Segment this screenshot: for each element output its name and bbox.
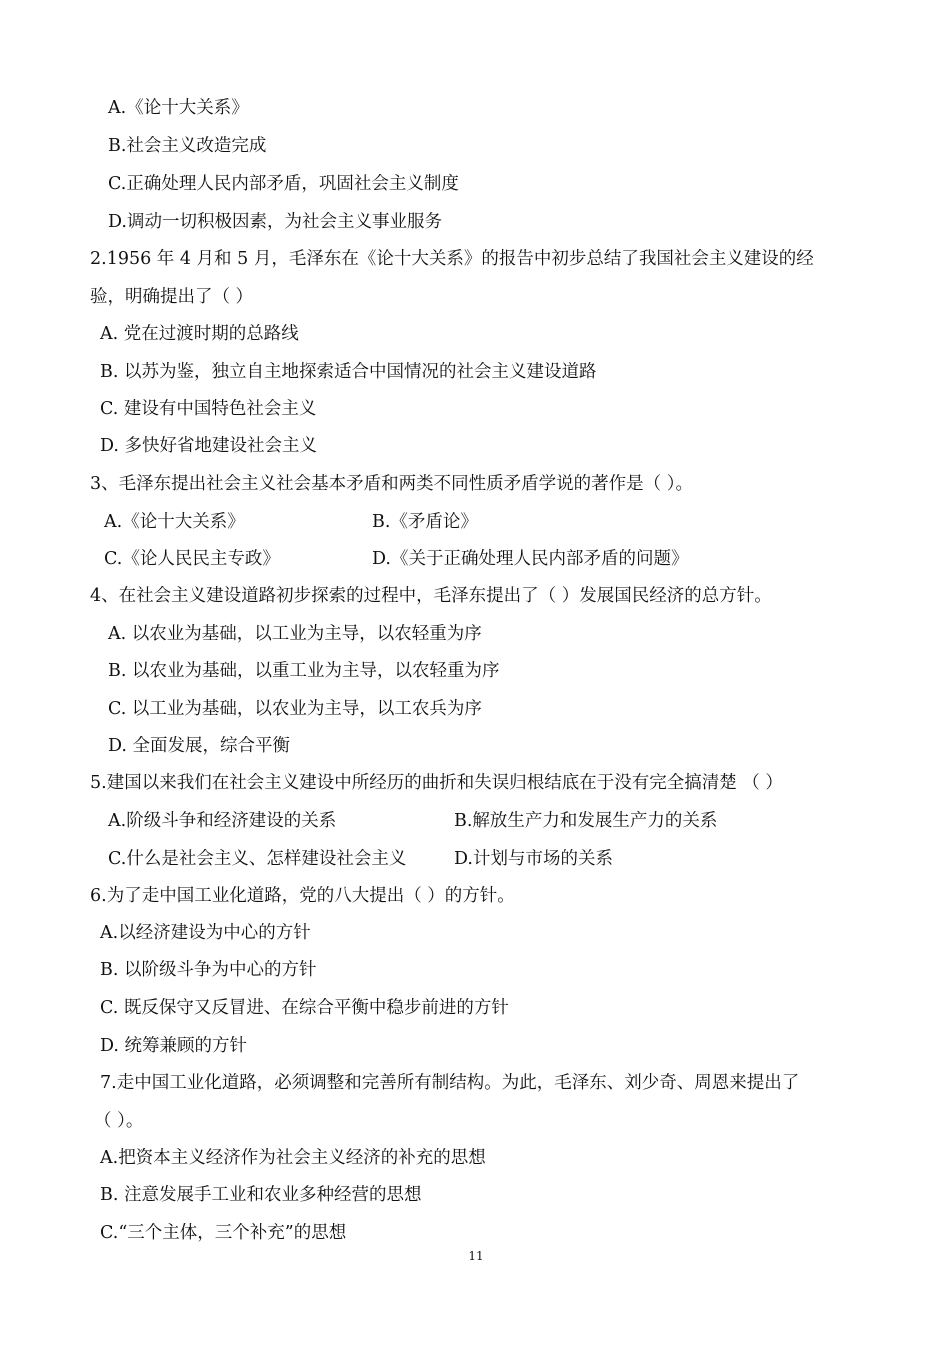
option-line: D. 统筹兼顾的方针	[100, 1036, 248, 1056]
question-line: 4、在社会主义建设道路初步探索的过程中，毛泽东提出了（ ）发展国民经济的总方针。	[90, 586, 772, 606]
question-line: （ ）。	[94, 1111, 144, 1131]
option-line: C. 既反保守又反冒进、在综合平衡中稳步前进的方针	[100, 998, 509, 1018]
option-line: D. 全面发展，综合平衡	[108, 736, 291, 756]
option-line: A. 党在过渡时期的总路线	[100, 324, 299, 344]
option-line: A.《论十大关系》	[104, 512, 245, 532]
option-line: C.正确处理人民内部矛盾，巩固社会主义制度	[108, 174, 459, 194]
option-line: A.以经济建设为中心的方针	[100, 923, 311, 943]
option-line: B.解放生产力和发展生产力的关系	[454, 811, 718, 831]
question-line: 验，明确提出了（ ）	[90, 287, 254, 307]
question-line: 3、毛泽东提出社会主义社会基本矛盾和两类不同性质矛盾学说的著作是（ ）。	[90, 474, 693, 494]
option-line: A.把资本主义经济作为社会主义经济的补充的思想	[100, 1148, 486, 1168]
option-line: A.《论十大关系》	[108, 98, 249, 118]
option-line: A. 以农业为基础，以工业为主导，以农轻重为序	[108, 624, 482, 644]
option-line: D. 多快好省地建设社会主义	[100, 436, 318, 456]
option-line: B.《矛盾论》	[372, 512, 478, 532]
option-line: C. 建设有中国特色社会主义	[100, 399, 317, 419]
option-line: B. 以农业为基础，以重工业为主导，以农轻重为序	[108, 661, 500, 681]
question-line: 6.为了走中国工业化道路，党的八大提出（ ）的方针。	[90, 886, 515, 906]
question-line: 5.建国以来我们在社会主义建设中所经历的曲折和失误归根结底在于没有完全搞清楚 （ ）	[90, 773, 783, 793]
option-line: B. 以阶级斗争为中心的方针	[100, 960, 317, 980]
option-line: D.计划与市场的关系	[454, 849, 613, 869]
option-line: B. 以苏为鉴，独立自主地探索适合中国情况的社会主义建设道路	[100, 362, 597, 382]
option-line: A.阶级斗争和经济建设的关系	[108, 811, 337, 831]
page-number: 11	[468, 1249, 484, 1263]
option-line: D.调动一切积极因素，为社会主义事业服务	[108, 212, 442, 232]
option-line: B. 注意发展手工业和农业多种经营的思想	[100, 1185, 422, 1205]
option-line: C.什么是社会主义、怎样建设社会主义	[108, 849, 407, 869]
option-line: C.“三个主体，三个补充”的思想	[100, 1223, 347, 1243]
option-line: D.《关于正确处理人民内部矛盾的问题》	[372, 549, 689, 569]
question-line: 7.走中国工业化道路，必须调整和完善所有制结构。为此，毛泽东、刘少奇、周恩来提出了	[100, 1073, 800, 1093]
question-line: 2.1956 年 4 月和 5 月，毛泽东在《论十大关系》的报告中初步总结了我国社会主义建设的经	[90, 249, 814, 269]
option-line: C.《论人民民主专政》	[104, 549, 280, 569]
option-line: C. 以工业为基础，以农业为主导，以工农兵为序	[108, 699, 482, 719]
option-line: B.社会主义改造完成	[108, 136, 267, 156]
